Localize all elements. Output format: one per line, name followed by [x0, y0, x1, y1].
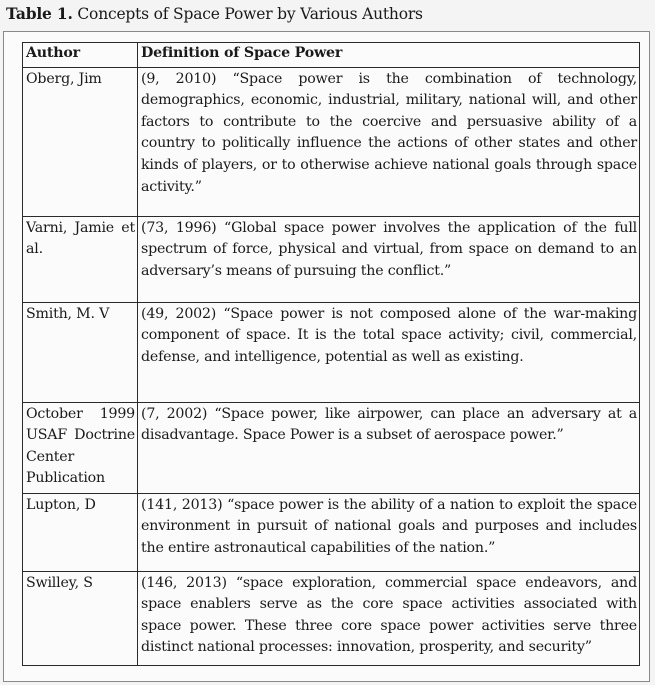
table-caption-label: Table 1. [6, 4, 73, 23]
author-cell: Swilley, S [23, 571, 138, 665]
author-cell: Smith, M. V [23, 302, 138, 402]
definition-cell: (146, 2013) “space exploration, commercial space endeavors, and space enablers serve as the core space activities associated with space power. These three core space power activities serve three distinct national processes: innovation, prosperity, and security” [138, 571, 640, 665]
definition-cell: (73, 1996) “Global space power involves the application of the full spectrum of force, physical and virtual, from space on demand to an adversary’s means of pursuing the conflict.” [138, 216, 640, 302]
table-caption-text: Concepts of Space Power by Various Authors [72, 5, 423, 23]
definition-cell: (7, 2002) “Space power, like airpower, can place an adversary at a disadvantage. Space Power is a subset of aerospace power.” [138, 402, 640, 493]
definition-cell: (49, 2002) “Space power is not composed alone of the war-making component of space. It is the total space activity; civil, commercial, defense, and intelligence, potential as well as existing. [138, 302, 640, 402]
author-cell: Lupton, D [23, 493, 138, 571]
author-cell: Varni, Jamie et al. [23, 216, 138, 302]
definition-cell: (9, 2010) “Space power is the combination of technology, demographics, economic, industrial, military, national will, and other factors to contribute to the coercive and persuasive ability of a country to politically influence the actions of other states and other kinds of players, or to otherwise achieve national goals through space activity.” [138, 67, 640, 216]
table-row [23, 571, 640, 665]
table-row [23, 302, 640, 402]
table-row [23, 216, 640, 302]
table-caption [6, 4, 423, 24]
table-row [23, 402, 640, 493]
table-row [23, 493, 640, 571]
author-cell: October 1999 USAF Doctrine Center Publication [23, 402, 138, 493]
space-power-table [22, 42, 640, 666]
author-cell: Oberg, Jim [23, 67, 138, 216]
column-header-definition: Definition of Space Power [138, 43, 640, 68]
table-row [23, 67, 640, 216]
column-header-author: Author [23, 43, 138, 68]
table-header-row [23, 43, 640, 68]
definition-cell: (141, 2013) “space power is the ability of a nation to exploit the space environment in pursuit of national goals and purposes and includes the entire astronautical capabilities of the nation.” [138, 493, 640, 571]
